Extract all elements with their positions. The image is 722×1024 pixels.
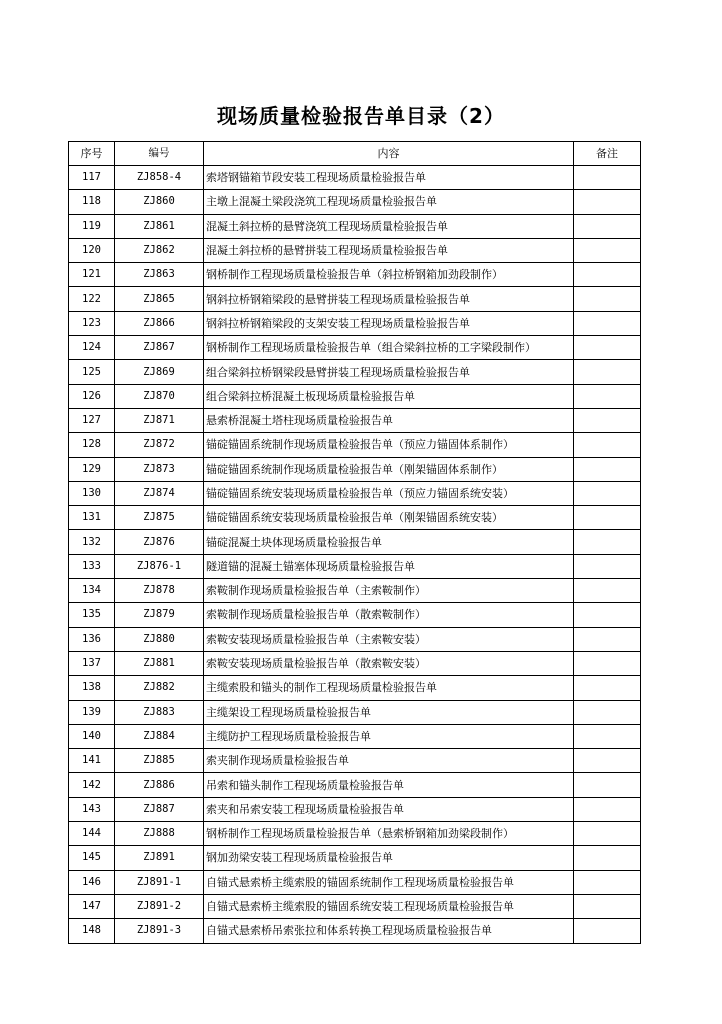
row-remark <box>574 724 641 748</box>
row-number: 126 <box>69 384 115 408</box>
row-content: 钢加劲梁安装工程现场质量检验报告单 <box>204 846 574 870</box>
row-code: ZJ885 <box>115 749 204 773</box>
row-number: 148 <box>69 919 115 943</box>
row-number: 127 <box>69 408 115 432</box>
row-content: 钢桥制作工程现场质量检验报告单（组合梁斜拉桥的工字梁段制作） <box>204 336 574 360</box>
row-number: 146 <box>69 870 115 894</box>
row-content: 钢斜拉桥钢箱梁段的支架安装工程现场质量检验报告单 <box>204 311 574 335</box>
row-number: 147 <box>69 894 115 918</box>
table-row <box>69 676 641 700</box>
row-number: 137 <box>69 651 115 675</box>
table-row <box>69 651 641 675</box>
row-code: ZJ891-1 <box>115 870 204 894</box>
table-row <box>69 481 641 505</box>
row-remark <box>574 530 641 554</box>
row-remark <box>574 336 641 360</box>
table-row <box>69 214 641 238</box>
row-code: ZJ883 <box>115 700 204 724</box>
row-remark <box>574 384 641 408</box>
row-number: 133 <box>69 554 115 578</box>
row-number: 144 <box>69 822 115 846</box>
table-row <box>69 870 641 894</box>
row-remark <box>574 554 641 578</box>
row-number: 136 <box>69 627 115 651</box>
row-remark <box>574 481 641 505</box>
row-remark <box>574 870 641 894</box>
row-number: 122 <box>69 287 115 311</box>
row-content: 索塔钢锚箱节段安装工程现场质量检验报告单 <box>204 166 574 190</box>
row-code: ZJ888 <box>115 822 204 846</box>
row-remark <box>574 433 641 457</box>
row-number: 119 <box>69 214 115 238</box>
row-code: ZJ882 <box>115 676 204 700</box>
row-remark <box>574 287 641 311</box>
table-row <box>69 384 641 408</box>
page-title: 现场质量检验报告单目录（2） <box>217 104 505 128</box>
table-row <box>69 773 641 797</box>
row-remark <box>574 190 641 214</box>
row-code: ZJ891 <box>115 846 204 870</box>
row-remark <box>574 627 641 651</box>
table-row <box>69 724 641 748</box>
row-number: 121 <box>69 263 115 287</box>
row-code: ZJ862 <box>115 238 204 262</box>
row-code: ZJ861 <box>115 214 204 238</box>
row-number: 132 <box>69 530 115 554</box>
row-number: 138 <box>69 676 115 700</box>
row-number: 124 <box>69 336 115 360</box>
table-row <box>69 822 641 846</box>
table-row <box>69 360 641 384</box>
table-body <box>69 166 641 944</box>
row-content: 混凝土斜拉桥的悬臂浇筑工程现场质量检验报告单 <box>204 214 574 238</box>
row-content: 自锚式悬索桥吊索张拉和体系转换工程现场质量检验报告单 <box>204 919 574 943</box>
row-code: ZJ891-3 <box>115 919 204 943</box>
table-row <box>69 433 641 457</box>
table-header <box>69 142 641 166</box>
table-row <box>69 554 641 578</box>
row-remark <box>574 214 641 238</box>
row-content: 索鞍安装现场质量检验报告单（主索鞍安装） <box>204 627 574 651</box>
row-code: ZJ884 <box>115 724 204 748</box>
row-content: 钢桥制作工程现场质量检验报告单（悬索桥钢箱加劲梁段制作） <box>204 822 574 846</box>
row-number: 120 <box>69 238 115 262</box>
row-remark <box>574 749 641 773</box>
row-content: 自锚式悬索桥主缆索股的锚固系统安装工程现场质量检验报告单 <box>204 894 574 918</box>
row-code: ZJ881 <box>115 651 204 675</box>
row-code: ZJ876 <box>115 530 204 554</box>
row-remark <box>574 263 641 287</box>
row-code: ZJ871 <box>115 408 204 432</box>
row-code: ZJ878 <box>115 579 204 603</box>
row-code: ZJ869 <box>115 360 204 384</box>
header-code: 编号 <box>115 142 204 166</box>
row-number: 143 <box>69 797 115 821</box>
row-content: 主缆索股和锚头的制作工程现场质量检验报告单 <box>204 676 574 700</box>
catalog-table <box>68 141 641 944</box>
table-row <box>69 627 641 651</box>
row-content: 钢桥制作工程现场质量检验报告单（斜拉桥钢箱加劲段制作） <box>204 263 574 287</box>
header-remark: 备注 <box>574 142 641 166</box>
row-content: 主缆防护工程现场质量检验报告单 <box>204 724 574 748</box>
row-remark <box>574 457 641 481</box>
row-number: 125 <box>69 360 115 384</box>
row-code: ZJ887 <box>115 797 204 821</box>
row-code: ZJ860 <box>115 190 204 214</box>
row-number: 117 <box>69 166 115 190</box>
row-remark <box>574 408 641 432</box>
row-remark <box>574 311 641 335</box>
row-code: ZJ873 <box>115 457 204 481</box>
row-number: 135 <box>69 603 115 627</box>
row-code: ZJ865 <box>115 287 204 311</box>
row-code: ZJ880 <box>115 627 204 651</box>
row-code: ZJ876-1 <box>115 554 204 578</box>
table-row <box>69 919 641 943</box>
table-row <box>69 700 641 724</box>
row-remark <box>574 166 641 190</box>
row-content: 索鞍制作现场质量检验报告单（散索鞍制作） <box>204 603 574 627</box>
row-remark <box>574 676 641 700</box>
row-content: 索夹和吊索安装工程现场质量检验报告单 <box>204 797 574 821</box>
header-no: 序号 <box>69 142 115 166</box>
table-row <box>69 506 641 530</box>
row-remark <box>574 797 641 821</box>
row-content: 钢斜拉桥钢箱梁段的悬臂拼装工程现场质量检验报告单 <box>204 287 574 311</box>
row-number: 118 <box>69 190 115 214</box>
row-code: ZJ874 <box>115 481 204 505</box>
table-row <box>69 579 641 603</box>
row-number: 123 <box>69 311 115 335</box>
row-code: ZJ891-2 <box>115 894 204 918</box>
row-content: 索夹制作现场质量检验报告单 <box>204 749 574 773</box>
row-content: 索鞍制作现场质量检验报告单（主索鞍制作） <box>204 579 574 603</box>
row-remark <box>574 822 641 846</box>
table-row <box>69 797 641 821</box>
row-remark <box>574 603 641 627</box>
row-remark <box>574 360 641 384</box>
table-row <box>69 749 641 773</box>
row-number: 141 <box>69 749 115 773</box>
table-row <box>69 894 641 918</box>
row-number: 130 <box>69 481 115 505</box>
row-number: 139 <box>69 700 115 724</box>
table-row <box>69 263 641 287</box>
row-content: 锚碇锚固系统制作现场质量检验报告单（刚架锚固体系制作） <box>204 457 574 481</box>
row-code: ZJ867 <box>115 336 204 360</box>
row-code: ZJ858-4 <box>115 166 204 190</box>
row-content: 组合梁斜拉桥混凝土板现场质量检验报告单 <box>204 384 574 408</box>
header-row <box>69 142 641 166</box>
row-number: 131 <box>69 506 115 530</box>
row-number: 145 <box>69 846 115 870</box>
row-remark <box>574 238 641 262</box>
row-content: 混凝土斜拉桥的悬臂拼装工程现场质量检验报告单 <box>204 238 574 262</box>
row-content: 自锚式悬索桥主缆索股的锚固系统制作工程现场质量检验报告单 <box>204 870 574 894</box>
row-remark <box>574 651 641 675</box>
row-content: 悬索桥混凝土塔柱现场质量检验报告单 <box>204 408 574 432</box>
table-row <box>69 846 641 870</box>
row-number: 128 <box>69 433 115 457</box>
row-code: ZJ886 <box>115 773 204 797</box>
table-row <box>69 238 641 262</box>
row-content: 锚碇锚固系统安装现场质量检验报告单（预应力锚固系统安装） <box>204 481 574 505</box>
row-remark <box>574 773 641 797</box>
row-code: ZJ870 <box>115 384 204 408</box>
row-code: ZJ875 <box>115 506 204 530</box>
row-number: 134 <box>69 579 115 603</box>
row-content: 锚碇锚固系统安装现场质量检验报告单（刚架锚固系统安装） <box>204 506 574 530</box>
table-row <box>69 287 641 311</box>
row-remark <box>574 506 641 530</box>
row-content: 主墩上混凝土梁段浇筑工程现场质量检验报告单 <box>204 190 574 214</box>
row-content: 隧道锚的混凝土锚塞体现场质量检验报告单 <box>204 554 574 578</box>
row-remark <box>574 919 641 943</box>
row-code: ZJ863 <box>115 263 204 287</box>
table-row <box>69 336 641 360</box>
row-remark <box>574 894 641 918</box>
table-row <box>69 408 641 432</box>
row-content: 锚碇混凝土块体现场质量检验报告单 <box>204 530 574 554</box>
row-content: 组合梁斜拉桥钢梁段悬臂拼装工程现场质量检验报告单 <box>204 360 574 384</box>
row-content: 吊索和锚头制作工程现场质量检验报告单 <box>204 773 574 797</box>
table-row <box>69 530 641 554</box>
row-content: 锚碇锚固系统制作现场质量检验报告单（预应力锚固体系制作） <box>204 433 574 457</box>
row-number: 129 <box>69 457 115 481</box>
table-row <box>69 457 641 481</box>
row-number: 142 <box>69 773 115 797</box>
row-remark <box>574 846 641 870</box>
row-remark <box>574 700 641 724</box>
table-row <box>69 190 641 214</box>
table-row <box>69 311 641 335</box>
row-code: ZJ866 <box>115 311 204 335</box>
row-content: 主缆架设工程现场质量检验报告单 <box>204 700 574 724</box>
table-row <box>69 166 641 190</box>
row-number: 140 <box>69 724 115 748</box>
row-content: 索鞍安装现场质量检验报告单（散索鞍安装） <box>204 651 574 675</box>
row-remark <box>574 579 641 603</box>
header-content: 内容 <box>204 142 574 166</box>
row-code: ZJ872 <box>115 433 204 457</box>
row-code: ZJ879 <box>115 603 204 627</box>
table-row <box>69 603 641 627</box>
